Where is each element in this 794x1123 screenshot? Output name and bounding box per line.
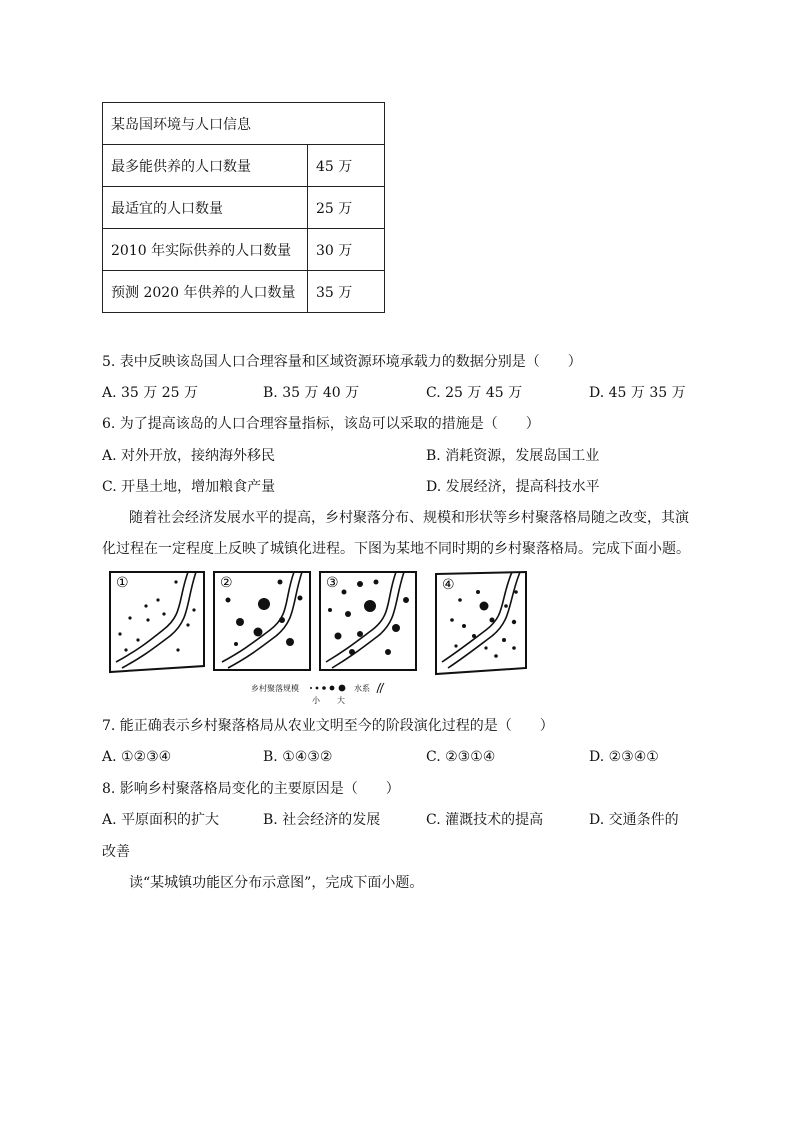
q8-option-c: C. 灌溉技术的提高	[426, 812, 544, 828]
question-7-stem: 7. 能正确表示乡村聚落格局从农业文明至今的阶段演化过程的是（ ）	[102, 718, 554, 734]
settlement-dots	[450, 590, 518, 658]
table-cell-value: 35 万	[308, 271, 385, 313]
q7-option-b: B. ①④③②	[263, 749, 333, 765]
settlement-panel-2	[212, 570, 312, 674]
settlement-panel-3	[318, 570, 418, 674]
population-info-table	[102, 102, 385, 313]
q6-option-d: D. 发展经济，提高科技水平	[426, 479, 600, 495]
question-8-stem: 8. 影响乡村聚落格局变化的主要原因是（ ）	[102, 781, 400, 797]
q7-option-a: A. ①②③④	[102, 749, 172, 765]
table-cell-label: 预测 2020 年供养的人口数量	[103, 271, 308, 313]
table-row	[103, 145, 385, 187]
question-6-stem: 6. 为了提高该岛的人口合理容量指标，该岛可以采取的措施是（ ）	[102, 416, 540, 432]
table-row	[103, 187, 385, 229]
table-cell-label: 最适宜的人口数量	[103, 187, 308, 229]
q8-option-d-wrap: 改善	[102, 844, 130, 860]
panel-label: ①	[116, 575, 129, 591]
question-5-stem: 5. 表中反映该岛国人口合理容量和区域资源环境承载力的数据分别是（ ）	[102, 354, 582, 370]
river-bank	[332, 572, 404, 668]
settlement-panel-4	[434, 570, 528, 678]
panel-label: ②	[220, 575, 233, 591]
q6-option-a: A. 对外开放，接纳海外移民	[102, 448, 276, 464]
panel-label: ③	[326, 575, 339, 591]
water-system-icon	[373, 682, 385, 694]
q8-option-b: B. 社会经济的发展	[263, 812, 381, 828]
table-cell-label: 最多能供养的人口数量	[103, 145, 308, 187]
table-cell-value: 25 万	[308, 187, 385, 229]
table-title-row	[103, 103, 385, 145]
passage-line-2: 化过程在一定程度上反映了城镇化进程。下图为某地不同时期的乡村聚落格局。完成下面小题。	[102, 541, 690, 557]
q8-option-d: D. 交通条件的	[589, 812, 679, 828]
figure-legend	[251, 682, 401, 708]
table-title: 某岛国环境与人口信息	[103, 103, 385, 145]
river-bank	[448, 572, 520, 668]
q5-option-c: C. 25 万 45 万	[426, 385, 523, 401]
passage-2: 读“某城镇功能区分布示意图”，完成下面小题。	[129, 875, 424, 891]
q6-option-b: B. 消耗资源，发展岛国工业	[426, 448, 600, 464]
table-cell-value: 45 万	[308, 145, 385, 187]
q7-option-c: C. ②③①④	[426, 749, 496, 765]
legend-small-label: 小	[312, 696, 320, 705]
legend-size-dots	[307, 682, 355, 694]
river-bank	[122, 572, 196, 668]
legend-water-label: 水系	[354, 684, 370, 693]
table-cell-label: 2010 年实际供养的人口数量	[103, 229, 308, 271]
table-cell-value: 30 万	[308, 229, 385, 271]
q5-option-a: A. 35 万 25 万	[102, 385, 198, 401]
q8-option-a: A. 平原面积的扩大	[102, 812, 220, 828]
q6-option-c: C. 开垦土地，增加粮食产量	[102, 479, 276, 495]
q7-option-d: D. ②③④①	[589, 749, 659, 765]
panel-label: ④	[442, 577, 455, 593]
q5-option-d: D. 45 万 35 万	[589, 385, 686, 401]
q5-option-b: B. 35 万 40 万	[263, 385, 360, 401]
passage-line-1: 随着社会经济发展水平的提高，乡村聚落分布、规模和形状等乡村聚落格局随之改变，其演	[129, 510, 689, 526]
settlement-panel-1	[108, 570, 206, 674]
legend-settlement-label: 乡村聚落规模	[251, 684, 299, 693]
legend-large-label: 大	[337, 696, 345, 705]
table-row	[103, 229, 385, 271]
table-row	[103, 271, 385, 313]
